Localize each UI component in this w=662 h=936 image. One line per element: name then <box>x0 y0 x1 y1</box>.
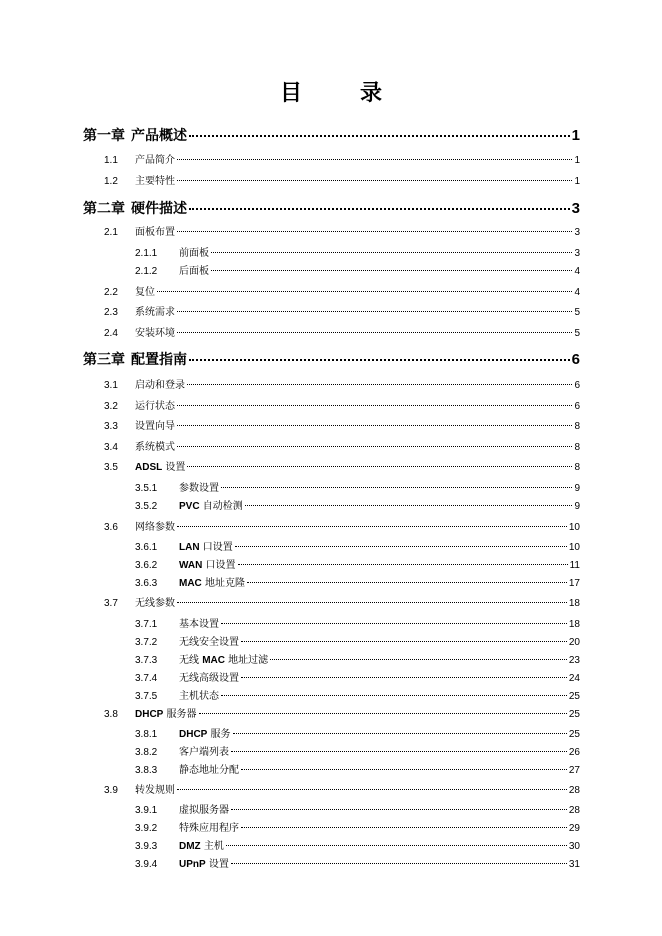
toc-number: 2.1.1 <box>135 248 158 259</box>
toc-page-number: 25 <box>568 709 580 720</box>
toc-subsection[interactable] <box>135 244 580 259</box>
toc-number: 3.8.2 <box>135 747 158 758</box>
dot-leader <box>226 845 567 846</box>
toc-section[interactable] <box>104 324 580 339</box>
toc-number: 3.4 <box>104 442 118 453</box>
toc-heading-bold: DHCP <box>135 709 164 720</box>
dot-leader <box>245 505 573 506</box>
toc-subsection[interactable] <box>135 615 580 630</box>
toc-number: 3.8 <box>104 709 118 720</box>
toc-section[interactable] <box>104 376 580 391</box>
toc-heading: 主机状态 <box>179 691 219 702</box>
toc-number: 第二章 <box>83 201 125 217</box>
toc-subsection[interactable] <box>135 801 580 816</box>
dot-leader <box>177 425 572 426</box>
dot-leader <box>221 695 567 696</box>
toc-page-number: 17 <box>568 578 580 589</box>
toc-chapter[interactable] <box>83 198 580 218</box>
toc-number: 3.6.3 <box>135 578 158 589</box>
toc-section[interactable] <box>104 283 580 298</box>
toc-number: 3.1 <box>104 380 118 391</box>
toc-subsection[interactable] <box>135 497 580 512</box>
toc-subsection[interactable] <box>135 761 580 776</box>
toc-heading: 硬件描述 <box>131 201 187 217</box>
toc-section[interactable] <box>104 458 580 473</box>
dot-leader <box>189 359 570 361</box>
toc-number: 3.5 <box>104 462 118 473</box>
toc-section[interactable] <box>104 594 580 609</box>
toc-page-number: 10 <box>568 522 580 533</box>
toc-page-number: 4 <box>574 266 580 277</box>
page-title: 目 录 <box>279 81 400 106</box>
toc-heading: DMZ 主机 <box>179 841 224 852</box>
toc-page-number: 3 <box>574 227 580 238</box>
toc-number: 3.7.2 <box>135 637 158 648</box>
toc-number: 2.1 <box>104 227 118 238</box>
dot-leader <box>187 466 572 467</box>
toc-page-number: 9 <box>574 501 580 512</box>
toc-heading-bold: WAN <box>179 560 203 571</box>
toc-subsection[interactable] <box>135 651 580 666</box>
toc-subsection[interactable] <box>135 479 580 494</box>
toc-chapter[interactable] <box>83 125 580 145</box>
toc-number: 3.9 <box>104 785 118 796</box>
toc-page-number: 28 <box>568 785 580 796</box>
toc-page-number: 27 <box>568 765 580 776</box>
dot-leader <box>177 159 572 160</box>
toc-number: 3.9.1 <box>135 805 158 816</box>
toc-number: 3.9.3 <box>135 841 158 852</box>
dot-leader <box>177 231 572 232</box>
toc-number: 3.7.4 <box>135 673 158 684</box>
toc-heading-bold: LAN <box>179 542 200 553</box>
toc-number: 3.7.5 <box>135 691 158 702</box>
toc-section[interactable] <box>104 172 580 187</box>
toc-section[interactable] <box>104 151 580 166</box>
toc-heading: 特殊应用程序 <box>179 823 239 834</box>
toc-number: 3.6 <box>104 522 118 533</box>
toc-heading: 运行状态 <box>135 401 175 412</box>
dot-leader <box>221 487 572 488</box>
toc-section[interactable] <box>104 303 580 318</box>
toc-heading: 后面板 <box>179 266 209 277</box>
toc-subsection[interactable] <box>135 837 580 852</box>
toc-page-number: 3 <box>571 200 580 217</box>
toc-heading-bold: MAC <box>179 578 202 589</box>
toc-number: 3.5.2 <box>135 501 158 512</box>
toc-heading: MAC 地址克隆 <box>179 578 245 589</box>
toc-number: 3.2 <box>104 401 118 412</box>
toc-heading: 转发规则 <box>135 785 175 796</box>
toc-heading: 主要特性 <box>135 176 175 187</box>
dot-leader <box>241 641 567 642</box>
toc-subsection[interactable] <box>135 725 580 740</box>
toc-page-number: 24 <box>568 673 580 684</box>
toc-page-number: 20 <box>568 637 580 648</box>
toc-heading: 设置向导 <box>135 421 175 432</box>
toc-heading: LAN 口设置 <box>179 542 233 553</box>
toc-heading: 虚拟服务器 <box>179 805 229 816</box>
toc-heading-bold: MAC <box>202 655 225 666</box>
toc-page-number: 1 <box>574 155 580 166</box>
toc-number: 第一章 <box>83 128 125 144</box>
toc-page-number: 10 <box>568 542 580 553</box>
toc-heading: 基本设置 <box>179 619 219 630</box>
dot-leader <box>247 582 567 583</box>
toc-page-number: 26 <box>568 747 580 758</box>
toc-heading: 产品简介 <box>135 155 175 166</box>
toc-heading: DHCP 服务 <box>179 729 231 740</box>
dot-leader <box>241 769 567 770</box>
dot-leader <box>235 546 567 547</box>
toc-number: 3.7 <box>104 598 118 609</box>
toc-subsection[interactable] <box>135 633 580 648</box>
toc-number: 2.3 <box>104 307 118 318</box>
dot-leader <box>241 677 567 678</box>
toc-number: 2.2 <box>104 287 118 298</box>
toc-subsection[interactable] <box>135 743 580 758</box>
dot-leader <box>177 526 567 527</box>
toc-page-number: 6 <box>574 380 580 391</box>
toc-heading: 无线高级设置 <box>179 673 239 684</box>
dot-leader <box>199 713 567 714</box>
dot-leader <box>177 446 572 447</box>
toc-heading: ADSL 设置 <box>135 462 186 473</box>
toc-heading: 无线 MAC 地址过滤 <box>179 655 269 666</box>
toc-heading: 客户端列表 <box>179 747 229 758</box>
toc-number: 1.2 <box>104 176 118 187</box>
toc-page-number: 29 <box>568 823 580 834</box>
toc-number: 3.6.2 <box>135 560 158 571</box>
toc-heading: 无线参数 <box>135 598 175 609</box>
toc-subsection[interactable] <box>135 556 580 571</box>
dot-leader <box>231 863 567 864</box>
toc-heading: 系统模式 <box>135 442 175 453</box>
toc-heading: 产品概述 <box>131 128 187 144</box>
toc-page-number: 6 <box>574 401 580 412</box>
toc-section[interactable] <box>104 223 580 238</box>
toc-heading: 无线安全设置 <box>179 637 239 648</box>
toc-subsection[interactable] <box>135 687 580 702</box>
toc-page-number: 5 <box>574 307 580 318</box>
toc-page-number: 18 <box>568 619 580 630</box>
toc-page-number: 1 <box>571 127 580 144</box>
toc-page-number: 18 <box>568 598 580 609</box>
toc-heading: DHCP 服务器 <box>135 709 197 720</box>
dot-leader <box>177 602 567 603</box>
toc-section[interactable] <box>104 417 580 432</box>
toc-page-number: 8 <box>574 442 580 453</box>
toc-chapter[interactable] <box>83 349 580 369</box>
dot-leader <box>238 564 568 565</box>
toc-number: 3.3 <box>104 421 118 432</box>
toc-heading: 配置指南 <box>131 352 187 368</box>
toc-heading-bold: UPnP <box>179 859 206 870</box>
dot-leader <box>231 751 567 752</box>
toc-subsection[interactable] <box>135 262 580 277</box>
toc-page-number: 11 <box>569 560 580 571</box>
toc-heading: 复位 <box>135 287 155 298</box>
toc-number: 2.4 <box>104 328 118 339</box>
toc-number: 3.8.1 <box>135 729 158 740</box>
toc-page-number: 30 <box>568 841 580 852</box>
toc-heading: PVC 自动检测 <box>179 501 243 512</box>
toc-subsection[interactable] <box>135 819 580 834</box>
toc-section[interactable] <box>104 781 580 796</box>
toc-heading-bold: DHCP <box>179 729 208 740</box>
toc-page-number: 8 <box>574 462 580 473</box>
toc-number: 3.7.1 <box>135 619 158 630</box>
dot-leader <box>187 384 572 385</box>
dot-leader <box>241 827 567 828</box>
toc-heading: 系统需求 <box>135 307 175 318</box>
toc-section[interactable] <box>104 438 580 453</box>
toc-number: 3.9.2 <box>135 823 158 834</box>
toc-heading-bold: DMZ <box>179 841 201 852</box>
toc-page-number: 31 <box>568 859 580 870</box>
toc-subsection[interactable] <box>135 669 580 684</box>
toc-heading: 参数设置 <box>179 483 219 494</box>
dot-leader <box>157 291 572 292</box>
dot-leader <box>211 252 572 253</box>
dot-leader <box>189 135 570 137</box>
toc-section[interactable] <box>104 397 580 412</box>
dot-leader <box>211 270 572 271</box>
toc-page-number: 6 <box>571 351 580 368</box>
toc-number: 3.7.3 <box>135 655 158 666</box>
dot-leader <box>177 311 572 312</box>
dot-leader <box>233 733 567 734</box>
toc-number: 3.9.4 <box>135 859 158 870</box>
toc-heading: 网络参数 <box>135 522 175 533</box>
toc-number: 第三章 <box>83 352 125 368</box>
toc-number: 2.1.2 <box>135 266 158 277</box>
toc-page-number: 25 <box>568 729 580 740</box>
toc-page-number: 28 <box>568 805 580 816</box>
toc-page-number: 25 <box>568 691 580 702</box>
toc-page-number: 3 <box>574 248 580 259</box>
toc-heading: 安装环境 <box>135 328 175 339</box>
toc-heading: 前面板 <box>179 248 209 259</box>
toc-subsection[interactable] <box>135 574 580 589</box>
toc-page-number: 5 <box>574 328 580 339</box>
toc-heading: UPnP 设置 <box>179 859 229 870</box>
dot-leader <box>177 180 572 181</box>
toc-section[interactable] <box>104 705 580 720</box>
toc-page-number: 8 <box>574 421 580 432</box>
toc-page-number: 9 <box>574 483 580 494</box>
dot-leader <box>221 623 567 624</box>
toc-subsection[interactable] <box>135 538 580 553</box>
toc-number: 3.8.3 <box>135 765 158 776</box>
toc-heading: WAN 口设置 <box>179 560 236 571</box>
toc-section[interactable] <box>104 518 580 533</box>
dot-leader <box>189 208 570 210</box>
toc-subsection[interactable] <box>135 855 580 870</box>
toc-page-number: 4 <box>574 287 580 298</box>
dot-leader <box>177 332 572 333</box>
toc-page-number: 23 <box>568 655 580 666</box>
toc-heading: 静态地址分配 <box>179 765 239 776</box>
dot-leader <box>231 809 567 810</box>
toc-page-number: 1 <box>574 176 580 187</box>
toc-heading-bold: PVC <box>179 501 200 512</box>
dot-leader <box>177 405 572 406</box>
toc-heading-bold: ADSL <box>135 462 163 473</box>
toc-number: 3.6.1 <box>135 542 158 553</box>
toc-heading: 启动和登录 <box>135 380 185 391</box>
toc-heading: 面板布置 <box>135 227 175 238</box>
dot-leader <box>177 789 567 790</box>
dot-leader <box>270 659 567 660</box>
toc-number: 1.1 <box>104 155 118 166</box>
toc-number: 3.5.1 <box>135 483 158 494</box>
